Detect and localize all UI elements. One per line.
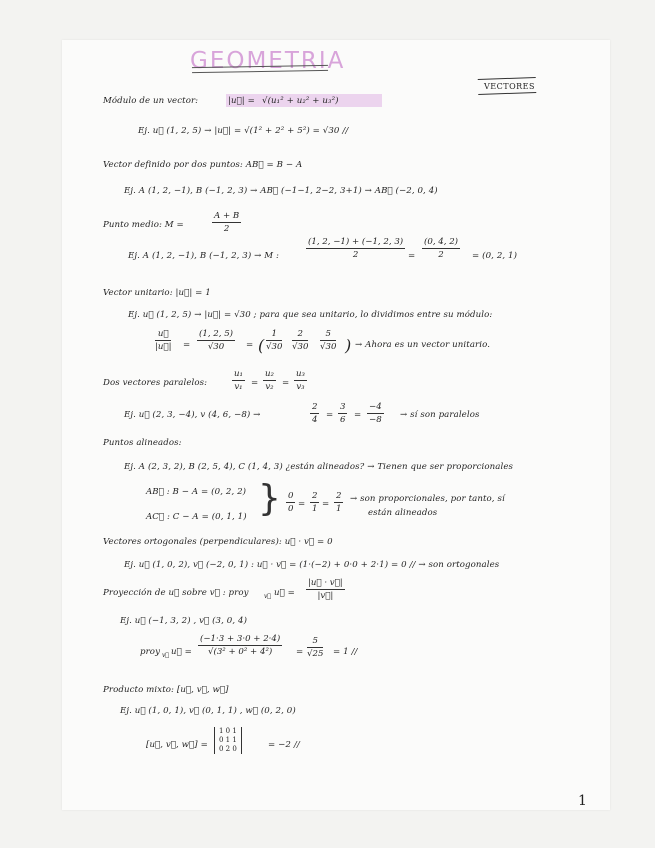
medio-frac-den: 2 — [223, 224, 230, 234]
alineados-ab: AB⃗ : B − A = (0, 2, 2) — [146, 487, 247, 497]
alineados-example: Ej. A (2, 3, 2), B (2, 5, 4), C (1, 4, 3) ¿están alineados? → Tienen que ser proporcionales — [124, 462, 514, 472]
fraction-bar — [155, 340, 171, 341]
unitario-c2-num: 2 — [297, 329, 303, 339]
unitario-c2 — [292, 329, 308, 352]
unitario-example: Ej. u⃗ (1, 2, 5) → |u⃗| = √30 ; para que sea unitario, lo dividimos entre su módulo: — [128, 310, 493, 320]
fraction-bar — [306, 248, 405, 249]
medio-ex-den1: 2 — [352, 250, 359, 260]
proyeccion-result: = 1 // — [333, 647, 358, 657]
paralelos-eq: = — [282, 378, 290, 388]
section-badge: VECTORES — [484, 82, 535, 91]
paralelos-e1 — [310, 402, 319, 425]
paralelos-e2-num: 3 — [340, 402, 346, 412]
fraction-bar — [266, 340, 282, 341]
unitario-c3 — [320, 329, 336, 352]
proyeccion-f-num: |u⃗ · v⃗| — [308, 578, 343, 588]
medio-example-frac1 — [306, 237, 405, 260]
alineados-g2-den: 1 — [312, 504, 318, 514]
unitario-frac-u-den: |u⃗| — [155, 342, 172, 352]
mixto-label: Producto mixto: [u⃗, v⃗, w⃗] — [103, 685, 229, 695]
medio-example-lhs: Ej. A (1, 2, −1), B (−1, 2, 3) → M : — [128, 251, 280, 261]
alineados-eq: = — [298, 499, 306, 509]
paralelos-f3 — [294, 369, 307, 392]
paralelos-f2-num: u₂ — [265, 369, 274, 379]
fraction-bar — [232, 380, 245, 381]
unitario-close-paren: ) — [345, 336, 352, 355]
proyeccion-calc-sub: v⃗ — [162, 652, 170, 659]
fraction-bar — [294, 380, 307, 381]
paralelos-e2 — [338, 402, 347, 425]
paralelos-f3-num: u₃ — [296, 369, 305, 379]
mixto-result: = −2 // — [268, 740, 300, 750]
proyeccion-calc-fraction2 — [307, 636, 323, 659]
unitario-c1-num: 1 — [271, 329, 277, 339]
unitario-c1 — [266, 329, 282, 352]
paralelos-f2 — [263, 369, 276, 392]
fraction-bar — [198, 645, 282, 646]
alineados-label: Puntos alineados: — [103, 438, 182, 448]
page-title: GEOMETRIA — [190, 48, 346, 74]
alineados-ac: AC⃗ : C − A = (0, 1, 1) — [146, 512, 247, 522]
paralelos-eq: = — [326, 410, 334, 420]
alineados-g3 — [334, 491, 343, 514]
paralelos-label: Dos vectores paralelos: — [103, 378, 208, 388]
unitario-open-paren: ( — [258, 336, 265, 355]
paralelos-e1-num: 2 — [312, 402, 318, 412]
medio-ex-den2: 2 — [438, 250, 444, 260]
alineados-g1-num: 0 — [288, 491, 294, 501]
paralelos-f1 — [232, 369, 245, 392]
determinant-matrix — [214, 727, 242, 754]
unitario-frac2-num: (1, 2, 5) — [199, 329, 234, 339]
paralelos-e3-den: −8 — [369, 415, 382, 425]
fraction-bar — [307, 647, 323, 648]
fraction-bar — [286, 502, 295, 503]
paralelos-f1-num: u₁ — [234, 369, 243, 379]
fraction-bar — [197, 340, 235, 341]
fraction-bar — [310, 502, 319, 503]
unitario-frac2-den: √30 — [207, 342, 225, 352]
paralelos-e3 — [367, 402, 384, 425]
unitario-frac-u — [155, 329, 171, 352]
proyeccion-eq: = — [296, 647, 304, 657]
paralelos-f3-den: v₃ — [296, 382, 305, 392]
unitario-eq2: = — [246, 340, 254, 350]
fraction-bar — [320, 340, 336, 341]
modulo-label: Módulo de un vector: — [103, 96, 199, 106]
modulo-formula-lhs: |u⃗| = — [228, 96, 255, 106]
medio-label: Punto medio: M = — [103, 220, 184, 230]
unitario-c3-den: √30 — [320, 342, 337, 352]
alineados-g3-den: 1 — [336, 504, 342, 514]
page-number: 1 — [578, 793, 587, 809]
proyeccion-c-num: (−1·3 + 3·0 + 2·4) — [200, 634, 281, 644]
fraction-bar — [338, 413, 347, 414]
fraction-bar — [292, 340, 308, 341]
definido-example: Ej. A (1, 2, −1), B (−1, 2, 3) → AB⃗ (−1−1, 2−2, 3+1) → AB⃗ (−2, 0, 4) — [124, 186, 438, 196]
paralelos-example: Ej. u⃗ (2, 3, −4), v (4, 6, −8) → — [124, 410, 261, 420]
fraction-bar — [310, 413, 319, 414]
modulo-formula-rhs: √(u₁² + u₂² + u₃²) — [262, 96, 339, 106]
mixto-example: Ej. u⃗ (1, 0, 1), v⃗ (0, 1, 1) , w⃗ (0, 2, 0) — [120, 706, 296, 716]
alineados-note1: → son proporcionales, por tanto, sí — [350, 494, 505, 504]
medio-ex-num2: (0, 4, 2) — [424, 237, 459, 247]
proyeccion-c-den: √(3² + 0² + 4²) — [208, 647, 273, 657]
mixto-lhs: [u⃗, v⃗, w⃗] = — [146, 740, 208, 750]
paralelos-e3-num: −4 — [369, 402, 382, 412]
fraction-bar — [306, 589, 345, 590]
proyeccion-c2-den: √25 — [307, 649, 324, 659]
alineados-g2-num: 2 — [312, 491, 318, 501]
medio-frac-num: A + B — [214, 211, 240, 221]
paralelos-eq: = — [354, 410, 362, 420]
unitario-c3-num: 5 — [325, 329, 331, 339]
unitario-note: → Ahora es un vector unitario. — [355, 340, 491, 350]
ortogonales-label: Vectores ortogonales (perpendiculares): u⃗ · v⃗ = 0 — [103, 537, 333, 547]
proyeccion-calc-rest: u⃗ = — [171, 647, 192, 657]
proyeccion-label: Proyección de u⃗ sobre v⃗ : proy — [103, 588, 249, 598]
alineados-eq: = — [322, 499, 330, 509]
unitario-c1-den: √30 — [266, 342, 283, 352]
medio-eq1: = — [408, 251, 416, 261]
proyeccion-calc-lhs: proy — [140, 647, 161, 657]
det-row-3: 0 2 0 — [219, 745, 237, 753]
unitario-label: Vector unitario: |u⃗| = 1 — [103, 288, 211, 298]
proyeccion-example: Ej. u⃗ (−1, 3, 2) , v⃗ (3, 0, 4) — [120, 616, 248, 626]
proyeccion-calc-fraction — [198, 634, 282, 657]
fraction-bar — [422, 248, 460, 249]
unitario-frac2 — [197, 329, 235, 352]
proyeccion-label-rest: u⃗ = — [274, 588, 295, 598]
fraction-bar — [334, 502, 343, 503]
proyeccion-c2-num: 5 — [312, 636, 318, 646]
paralelos-f2-den: v₂ — [265, 382, 274, 392]
medio-example-frac2 — [422, 237, 460, 260]
proyeccion-f-den: |v⃗| — [317, 591, 334, 601]
det-row-1: 1 0 1 — [219, 727, 237, 735]
paralelos-e2-den: 6 — [340, 415, 346, 425]
unitario-frac-u-num: u⃗ — [157, 329, 169, 339]
definido-label: Vector definido por dos puntos: AB⃗ = B − A — [103, 160, 303, 170]
alineados-g1 — [286, 491, 295, 514]
alineados-note2: están alineados — [368, 508, 438, 518]
medio-result: = (0, 2, 1) — [472, 251, 518, 261]
unitario-c2-den: √30 — [292, 342, 309, 352]
medio-fraction — [212, 211, 241, 234]
det-row-2: 0 1 1 — [219, 736, 237, 744]
unitario-eq1: = — [183, 340, 191, 350]
medio-ex-num1: (1, 2, −1) + (−1, 2, 3) — [308, 237, 404, 247]
proyeccion-label-sub: v⃗ — [264, 593, 272, 600]
right-brace: } — [258, 478, 281, 519]
paralelos-note: → sí son paralelos — [400, 410, 480, 420]
alineados-g3-num: 2 — [336, 491, 342, 501]
modulo-example: Ej. u⃗ (1, 2, 5) → |u⃗| = √(1² + 2² + 5²) = √30 // — [138, 126, 349, 136]
paralelos-e1-den: 4 — [312, 415, 318, 425]
fraction-bar — [263, 380, 276, 381]
fraction-bar — [367, 413, 384, 414]
proyeccion-fraction — [306, 578, 345, 601]
alineados-g1-den: 0 — [288, 504, 294, 514]
paralelos-f1-den: v₁ — [234, 382, 243, 392]
fraction-bar — [212, 222, 241, 223]
alineados-g2 — [310, 491, 319, 514]
ortogonales-example: Ej. u⃗ (1, 0, 2), v⃗ (−2, 0, 1) : u⃗ · v⃗ = (1·(−2) + 0·0 + 2·1) = 0 // → son ortogonales — [124, 560, 500, 570]
paralelos-eq: = — [251, 378, 259, 388]
